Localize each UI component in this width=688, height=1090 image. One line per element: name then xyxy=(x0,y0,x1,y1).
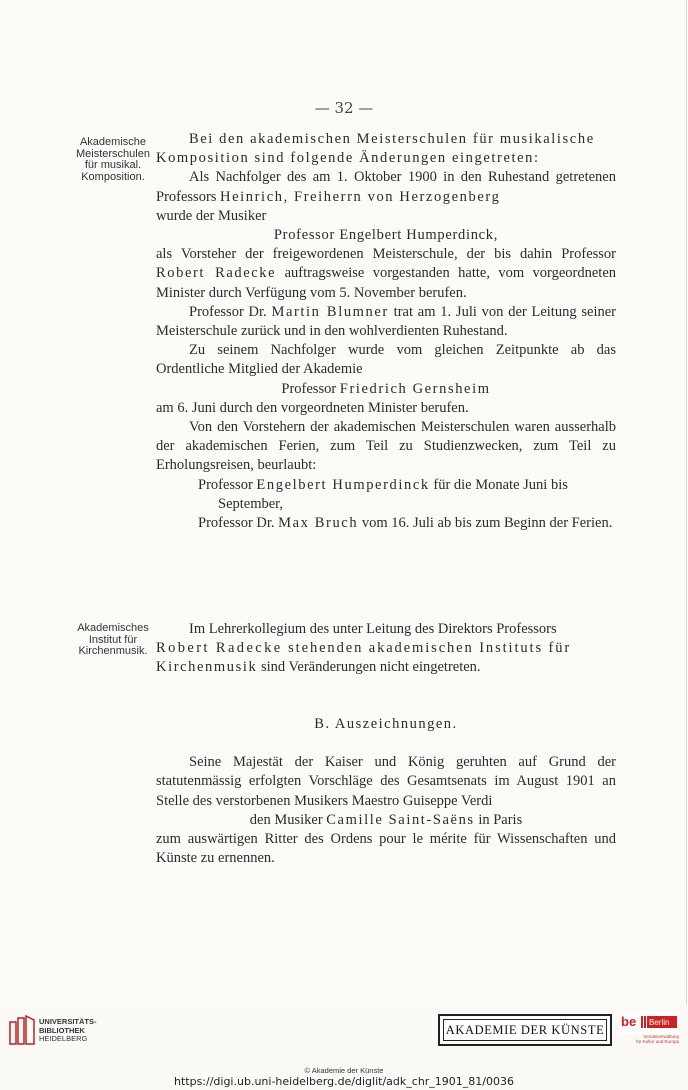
ub-line: HEIDELBERG xyxy=(39,1034,88,1043)
text-run: für die Monate Juni bis September, xyxy=(218,476,568,512)
centered-name-humperdinck: Professor Engelbert Humperdinck, xyxy=(273,227,499,244)
margin-note-line: Akademische xyxy=(79,136,147,148)
text-run: in Paris xyxy=(474,811,523,828)
university-library-logo-icon xyxy=(8,1012,38,1048)
svg-text:Berlin: Berlin xyxy=(649,1018,670,1027)
be-sub-line: für Kultur und Europa xyxy=(636,1039,679,1044)
section-heading: B. Auszeichnungen. xyxy=(314,716,458,732)
paragraph-lehrerkollegium: Im Lehrerkollegium des unter Leitung des Direktors Professors xyxy=(189,621,557,637)
ub-line: UNIVERSITÄTS- xyxy=(39,1017,97,1026)
paragraph-intro-rest xyxy=(156,149,616,168)
text-run: den Musiker xyxy=(249,811,327,828)
senatsverwaltung-caption xyxy=(619,1034,679,1044)
person-name: Heinrich, Freiherrn von Herzogenberg xyxy=(220,188,501,205)
text-run: trat am 1. Juli von der Leitung seiner Meisterschule zurück und in den wohlverdienten Ruhestand. xyxy=(156,303,616,340)
akademie-der-kuenste-logo[interactable] xyxy=(438,1014,612,1046)
paragraph-kirchenmusik xyxy=(156,658,616,677)
text-run: Professor xyxy=(281,380,340,397)
person-name: Robert Radecke xyxy=(156,265,277,282)
word-komposition: Komposition sind folgende Änderungen eingetreten: xyxy=(156,150,540,167)
text-run: Als Nachfolger des am 1. Oktober 1900 in den Ruhestand getretenen Professors xyxy=(156,169,616,205)
spacer xyxy=(156,734,616,753)
paragraph-beurlaubt: Von den Vorstehern der akademischen Meisterschulen waren ausserhalb der akademischen Ferien, zum Teil zu Studienzwecken, zum Teil zu Erholungsreisen, beurlaubt: xyxy=(156,419,616,474)
margin-note-meisterschulen xyxy=(70,137,156,183)
centered-name-gernsheim xyxy=(156,380,616,399)
leave-entry-humperdinck xyxy=(156,476,616,514)
paragraph-nachfolger-gernsheim: Zu seinem Nachfolger wurde vom gleichen Zeitpunkte ab das Ordentliche Mitglied der Akademie xyxy=(156,342,616,378)
paragraph-nachfolger xyxy=(156,168,616,206)
margin-note-line: für musikal. xyxy=(84,159,142,171)
paragraph-berufen: am 6. Juni durch den vorgeordneten Minister berufen. xyxy=(156,399,469,416)
text-run: Professor Dr. xyxy=(189,303,272,320)
svg-text:be: be xyxy=(621,1014,637,1029)
text-run: auftragsweise vorgestanden hatte, vom vorgeordneten Minister durch Verfügung vom 5. November berufen. xyxy=(156,265,617,301)
margin-note-line: Meisterschulen xyxy=(76,147,150,160)
section-auszeichnungen xyxy=(156,715,616,868)
person-name: Robert Radecke xyxy=(156,640,283,657)
margin-note-line: Institut für xyxy=(88,633,138,646)
section-institut xyxy=(156,620,616,678)
text-run: als Vorsteher der freigewordenen Meisterschule, der bis dahin Professor xyxy=(156,246,616,263)
akademie-label: AKADEMIE DER KÜNSTE xyxy=(443,1019,607,1041)
paragraph-kaiser: Seine Majestät der Kaiser und König geruhten auf Grund der statutenmässig erfolgten Vorschläge des Gesamtsenats im August 1901 an Stelle des verstorbenen Musikers Maestro Guiseppe Verdi xyxy=(156,754,616,809)
person-name: Camille Saint-Saëns xyxy=(326,811,475,828)
margin-note-line: Komposition. xyxy=(81,170,145,183)
university-library-name xyxy=(39,1018,97,1044)
paragraph-intro-lead: Bei den akademischen Meisterschulen für musikalische xyxy=(189,131,595,147)
permalink-url[interactable]: https://digi.ub.uni-heidelberg.de/diglit/adk_chr_1901_81/0036 xyxy=(173,1075,515,1088)
text-run: sind Veränderungen nicht eingetreten. xyxy=(257,659,481,676)
section-meisterschulen xyxy=(156,130,616,533)
person-name: Martin Blumner xyxy=(271,303,389,320)
ub-line: BIBLIOTHEK xyxy=(39,1025,85,1035)
centered-name-saint-saens xyxy=(156,811,616,830)
leave-entry-bruch xyxy=(156,514,616,533)
paragraph-radecke xyxy=(156,639,616,658)
person-name: Max Bruch xyxy=(278,515,359,532)
word-kirchenmusik: Kirchenmusik xyxy=(156,659,258,676)
paragraph-musiker: wurde der Musiker xyxy=(156,207,267,224)
person-name: Engelbert Humperdinck xyxy=(256,476,430,493)
text-run: Professor Dr. xyxy=(198,515,279,532)
copyright-notice: © Akademie der Künste xyxy=(304,1066,384,1075)
text-run: Professor xyxy=(198,476,257,493)
paragraph-vorsteher xyxy=(156,245,616,303)
margin-note-line: Akademisches xyxy=(77,622,149,634)
page-number: — 32 — xyxy=(314,99,374,117)
paragraph-ritter: zum auswärtigen Ritter des Ordens pour le mérite für Wissenschaften und Künste zu ernennen. xyxy=(156,831,616,867)
be-sub-line: Senatsverwaltung xyxy=(643,1034,679,1039)
paragraph-blumner xyxy=(156,303,616,341)
text-run: stehenden akademischen Instituts für xyxy=(282,640,572,657)
person-name: Friedrich Gernsheim xyxy=(339,380,491,397)
text-run: vom 16. Juli ab bis zum Beginn der Ferien. xyxy=(358,515,613,532)
margin-note-line: Kirchenmusik. xyxy=(78,645,148,657)
be-berlin-logo-icon[interactable] xyxy=(619,1012,679,1050)
margin-note-institut xyxy=(70,623,156,658)
